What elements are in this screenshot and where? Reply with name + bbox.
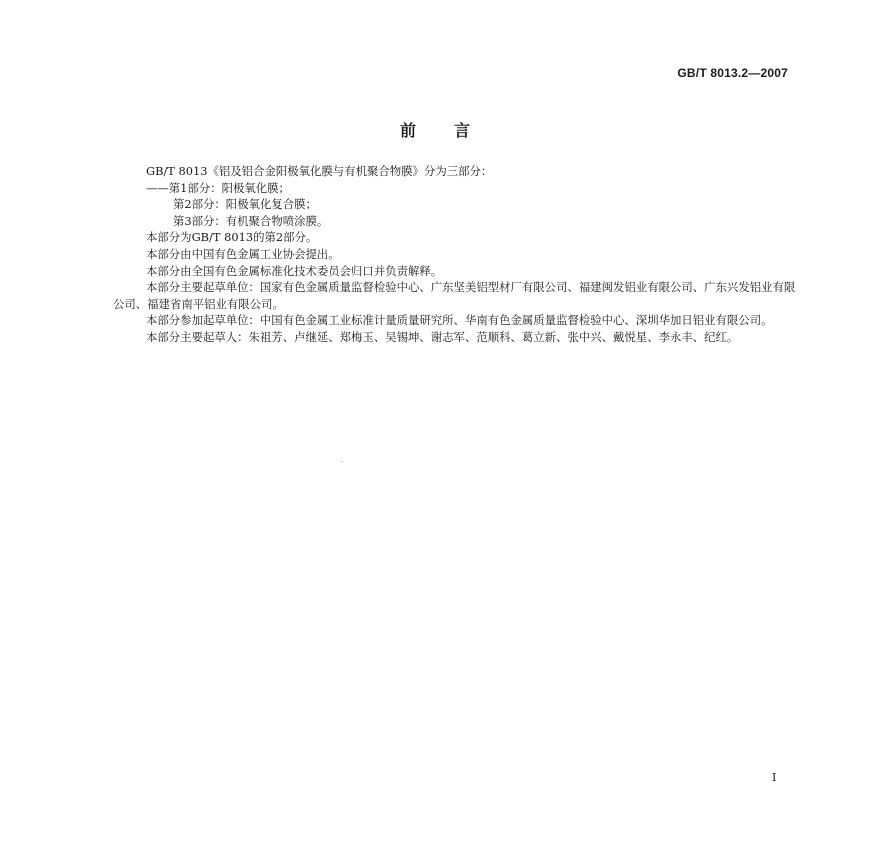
- paragraph-proposer: 本部分由中国有色金属工业协会提出。: [146, 246, 340, 261]
- paragraph-committee: 本部分由全国有色金属标准化技术委员会归口并负责解释。: [146, 263, 443, 278]
- paragraph-drafters-names: 本部分主要起草人：朱祖芳、卢继延、郑梅玉、吴锡坤、谢志军、范顺科、葛立新、张中兴、戴悦星、李永丰、纪红。: [146, 329, 739, 344]
- foreword-body: [113, 163, 803, 346]
- scan-mark: [341, 461, 343, 462]
- standard-number: GB/T 8013.2—2007: [677, 66, 788, 80]
- list-item-part-2: 第2部分：阳极氧化复合膜；: [173, 197, 317, 212]
- page-number: I: [772, 771, 777, 784]
- list-item-part-3: 第3部分：有机聚合物喷涂膜。: [173, 213, 329, 228]
- list-item-part-1: ——第1部分：阳极氧化膜；: [146, 180, 290, 195]
- paragraph-main-drafters: 本部分主要起草单位：国家有色金属质量监督检验中心、广东坚美铝型材厂有限公司、福建闽发铝业有限公司、广东兴发铝业有限公司、福建省南平铝业有限公司。: [113, 280, 796, 311]
- paragraph-part-statement: 本部分为GB/T 8013的第2部分。: [146, 230, 318, 245]
- paragraph-participating-drafters: 本部分参加起草单位：中国有色金属工业标准计量质量研究所、华南有色金属质量监督检验中心、深圳华加日铝业有限公司。: [146, 313, 773, 328]
- paragraph-intro: GB/T 8013《铝及铝合金阳极氧化膜与有机聚合物膜》分为三部分：: [146, 164, 493, 178]
- page-title: 前言: [399, 121, 508, 140]
